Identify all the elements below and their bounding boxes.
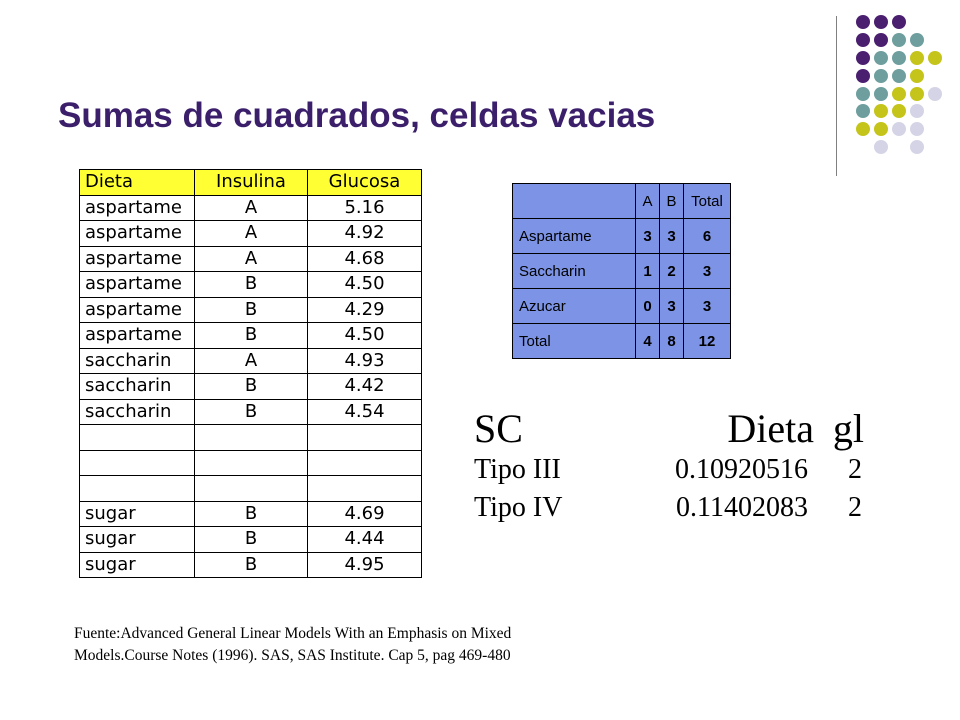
table-cell: aspartame [80, 323, 195, 349]
table-cell [308, 425, 422, 451]
table-cell: A [195, 348, 308, 374]
dot [892, 104, 906, 118]
slide-title: Sumas de cuadrados, celdas vacias [58, 96, 656, 135]
header-cell: Insulina [195, 170, 308, 196]
table-cell: 4.42 [308, 374, 422, 400]
dot [892, 51, 906, 65]
table-header-row [80, 170, 422, 196]
table-cell: 0 [636, 289, 660, 324]
table-cell: aspartame [80, 246, 195, 272]
dot [874, 69, 888, 83]
table-cell: 3 [636, 219, 660, 254]
contingency-table [512, 183, 731, 359]
table-cell [195, 476, 308, 502]
contingency-row [513, 289, 731, 324]
dot [856, 69, 870, 83]
dot [856, 87, 870, 101]
table-row [80, 425, 422, 451]
dot [892, 33, 906, 47]
table-cell: 4.69 [308, 501, 422, 527]
table-row [80, 195, 422, 221]
table-cell [80, 450, 195, 476]
table-cell: saccharin [80, 348, 195, 374]
table-cell: B [195, 374, 308, 400]
table-row [80, 246, 422, 272]
table-cell: aspartame [80, 195, 195, 221]
table-row [80, 221, 422, 247]
table-cell: 4.50 [308, 272, 422, 298]
table-cell: 4.92 [308, 221, 422, 247]
table-cell [195, 425, 308, 451]
dot [856, 15, 870, 29]
table-row [80, 374, 422, 400]
header-cell: B [660, 184, 684, 219]
contingency-row [513, 324, 731, 359]
table-cell: B [195, 297, 308, 323]
table-cell: 3 [684, 254, 731, 289]
row-label: Saccharin [513, 254, 636, 289]
table-cell: 5.16 [308, 195, 422, 221]
table-cell: 4.68 [308, 246, 422, 272]
table-cell: aspartame [80, 272, 195, 298]
table-cell: 3 [684, 289, 731, 324]
table-cell: 8 [660, 324, 684, 359]
type-label: Tipo IV [474, 492, 563, 523]
dot [874, 87, 888, 101]
table-row [80, 450, 422, 476]
dot [928, 87, 942, 101]
table-cell: aspartame [80, 221, 195, 247]
table-cell: sugar [80, 501, 195, 527]
dot [892, 87, 906, 101]
contingency-row [513, 254, 731, 289]
dot [856, 122, 870, 136]
dot [910, 33, 924, 47]
header-cell [513, 184, 636, 219]
table-cell: 2 [660, 254, 684, 289]
dot [856, 104, 870, 118]
sc-value: 0.10920516 [675, 454, 808, 485]
row-label: Azucar [513, 289, 636, 324]
table-cell: 4 [636, 324, 660, 359]
table-cell: 4.29 [308, 297, 422, 323]
header-cell: Total [684, 184, 731, 219]
table-cell: sugar [80, 552, 195, 578]
dot [910, 69, 924, 83]
gl-header: gl [832, 406, 864, 451]
header-cell: Dieta [80, 170, 195, 196]
dot [910, 140, 924, 154]
dot [874, 15, 888, 29]
dot [910, 87, 924, 101]
dot [856, 51, 870, 65]
table-cell: B [195, 399, 308, 425]
dot [874, 33, 888, 47]
dot [910, 122, 924, 136]
table-cell: saccharin [80, 374, 195, 400]
table-cell: B [195, 552, 308, 578]
table-cell [195, 450, 308, 476]
contingency-header-row [513, 184, 731, 219]
table-cell: B [195, 272, 308, 298]
dot [910, 104, 924, 118]
table-row [80, 552, 422, 578]
sc-header: SC [474, 406, 523, 451]
dieta-header: Dieta [727, 406, 814, 451]
sc-value: 0.11402083 [676, 492, 808, 523]
table-cell [80, 425, 195, 451]
table-cell: 4.93 [308, 348, 422, 374]
dot [892, 69, 906, 83]
table-row [80, 527, 422, 553]
table-cell [308, 450, 422, 476]
table-row [80, 297, 422, 323]
table-cell: A [195, 195, 308, 221]
table-cell: A [195, 221, 308, 247]
table-cell: 4.50 [308, 323, 422, 349]
table-cell: A [195, 246, 308, 272]
data-table [79, 169, 422, 578]
dot [874, 51, 888, 65]
table-cell [80, 476, 195, 502]
table-cell: 4.54 [308, 399, 422, 425]
table-cell: B [195, 527, 308, 553]
row-label: Total [513, 324, 636, 359]
table-cell: 3 [660, 289, 684, 324]
table-row [80, 348, 422, 374]
gl-value: 2 [848, 454, 862, 485]
table-cell: B [195, 323, 308, 349]
table-cell: sugar [80, 527, 195, 553]
dot [874, 140, 888, 154]
contingency-row [513, 219, 731, 254]
table-cell: 12 [684, 324, 731, 359]
table-cell: 4.95 [308, 552, 422, 578]
table-row [80, 323, 422, 349]
table-cell: 4.44 [308, 527, 422, 553]
dot [892, 15, 906, 29]
table-cell: B [195, 501, 308, 527]
table-cell: aspartame [80, 297, 195, 323]
dot [928, 51, 942, 65]
table-row [80, 501, 422, 527]
table-cell: 1 [636, 254, 660, 289]
dot [874, 122, 888, 136]
dot [892, 122, 906, 136]
table-cell [308, 476, 422, 502]
dot [856, 33, 870, 47]
gl-value: 2 [848, 492, 862, 523]
dot [874, 104, 888, 118]
type-label: Tipo III [474, 454, 561, 485]
table-cell: 6 [684, 219, 731, 254]
header-cell: Glucosa [308, 170, 422, 196]
table-row [80, 399, 422, 425]
table-row [80, 476, 422, 502]
header-cell: A [636, 184, 660, 219]
divider-line [836, 16, 837, 176]
table-row [80, 272, 422, 298]
dot [910, 51, 924, 65]
source-citation: Fuente:Advanced General Linear Models With an Emphasis on Mixed Models.Course Notes (1996). SAS, SAS Institute. Cap 5, pag 469-480 [74, 625, 512, 664]
table-cell: 3 [660, 219, 684, 254]
table-cell: saccharin [80, 399, 195, 425]
row-label: Aspartame [513, 219, 636, 254]
